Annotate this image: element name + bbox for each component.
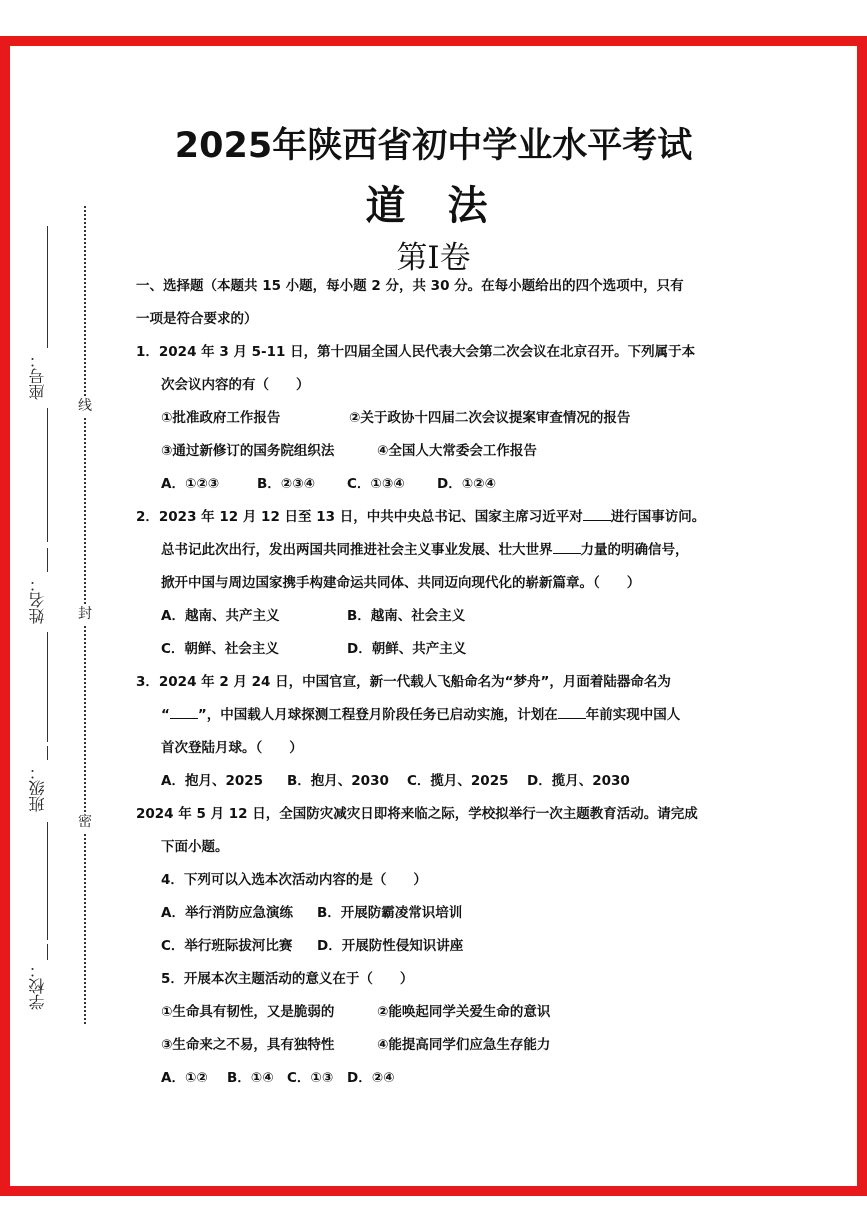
q1-statement-1: ①批准政府工作报告 — [161, 410, 281, 426]
name-field-line-top — [47, 548, 48, 572]
class-label: 班级： — [28, 764, 47, 812]
subject-title: 道 法 — [365, 183, 502, 229]
name-label: 姓名： — [28, 576, 47, 624]
q1-options — [136, 468, 736, 501]
q2-stem-part4: 力量的明确信号， — [580, 542, 689, 558]
q4-options-row1 — [136, 897, 736, 930]
q2-option-a: A．越南、共产主义 — [161, 608, 280, 624]
q3-stem-part1: “ — [161, 707, 170, 723]
q5-options — [136, 1062, 736, 1095]
q3-option-b: B．抱月、2030 — [287, 773, 389, 789]
q5-option-a: A．①② — [161, 1070, 208, 1086]
q3-stem-line2 — [136, 699, 736, 732]
q2-stem-line2 — [136, 534, 736, 567]
seat-field-line-lower — [47, 408, 48, 542]
q5-statement-3: ③生命来之不易，具有独特性 — [161, 1037, 335, 1053]
seat-field-line — [47, 226, 48, 348]
q5-option-c: C．①③ — [287, 1070, 334, 1086]
q5-option-b: B．①④ — [227, 1070, 274, 1086]
q3-option-c: C．揽月、2025 — [407, 773, 509, 789]
q3-stem-line1: 3．2024 年 2 月 24 日，中国官宣，新一代载人飞船命名为“梦舟”，月面着陆器命名为 — [136, 674, 671, 690]
q4-option-a: A．举行消防应急演练 — [161, 905, 293, 921]
q2-option-c: C．朝鲜、社会主义 — [161, 641, 279, 657]
seat-label: 座号： — [28, 352, 47, 400]
school-label: 学校： — [28, 962, 47, 1010]
q1-statements-row2 — [136, 435, 736, 468]
q5-statement-1: ①生命具有韧性，又是脆弱的 — [161, 1004, 335, 1020]
q1-option-b: B．②③④ — [257, 476, 316, 492]
seal-char-mi: 密 — [78, 814, 92, 830]
q2-stem-part2: 进行国事访问。 — [610, 509, 706, 525]
q5-statements-row1 — [136, 996, 736, 1029]
volume-title: 第Ⅰ卷 — [396, 240, 471, 276]
section-heading-line1: 一、选择题（本题共 15 小题，每小题 2 分，共 30 分。在每小题给出的四个选项中，只有 — [136, 278, 684, 294]
class-field-line-top — [47, 746, 48, 760]
q3-options — [136, 765, 736, 798]
q2-options-row1 — [136, 600, 736, 633]
question-content — [136, 270, 736, 1095]
q2-stem-part3: 总书记此次出行，发出两国共同推进社会主义事业发展、壮大世界 — [161, 542, 553, 558]
q1-option-d: D．①②④ — [437, 476, 496, 492]
seal-char-feng: 封 — [78, 606, 92, 622]
q4-option-c: C．举行班际拔河比赛 — [161, 938, 293, 954]
q1-statement-4: ④全国人大常委会工作报告 — [377, 443, 537, 459]
q3-stem-part3: 年前实现中国人 — [585, 707, 681, 723]
exam-title: 2025年陕西省初中学业水平考试 — [174, 126, 693, 166]
q3-blank-2 — [558, 704, 586, 719]
q2-options-row2 — [136, 633, 736, 666]
section-heading-line2: 一项是符合要求的） — [136, 311, 258, 327]
seal-char-xian: 线 — [78, 398, 92, 414]
q4-option-b: B．开展防霸凌常识培训 — [317, 905, 463, 921]
q5-statement-2: ②能唤起同学关爱生命的意识 — [377, 1004, 551, 1020]
q4-option-d: D．开展防性侵知识讲座 — [317, 938, 464, 954]
q2-option-b: B．越南、社会主义 — [347, 608, 466, 624]
q3-stem-part2: ”，中国载人月球探测工程登月阶段任务已启动实施，计划在 — [197, 707, 558, 723]
q1-statement-2: ②关于政协十四届二次会议提案审查情况的报告 — [349, 410, 631, 426]
q5-statements-row2 — [136, 1029, 736, 1062]
q5-option-d: D．②④ — [347, 1070, 395, 1086]
q4-options-row2 — [136, 930, 736, 963]
q2-stem-part1: 2．2023 年 12 月 12 日至 13 日，中共中央总书记、国家主席习近平对 — [136, 509, 583, 525]
class-field-line — [47, 822, 48, 940]
q2-stem-line1 — [136, 501, 736, 534]
q1-stem-line2: 次会议内容的有（ ） — [161, 377, 310, 393]
q3-option-a: A．抱月、2025 — [161, 773, 264, 789]
intro-line2: 下面小题。 — [161, 839, 229, 855]
q1-stem-line1: 1．2024 年 3 月 5-11 日，第十四届全国人民代表大会第二次会议在北京召开。下列属于本 — [136, 344, 696, 360]
q5-stem: 5．开展本次主题活动的意义在于（ ） — [161, 971, 414, 987]
q1-statements-row1 — [136, 402, 736, 435]
name-field-line — [47, 632, 48, 742]
q3-blank-1 — [170, 704, 198, 719]
q2-blank-1 — [583, 506, 611, 521]
q3-option-d: D．揽月、2030 — [527, 773, 630, 789]
q2-option-d: D．朝鲜、共产主义 — [347, 641, 467, 657]
q5-statement-4: ④能提高同学们应急生存能力 — [377, 1037, 551, 1053]
intro-line1: 2024 年 5 月 12 日，全国防灾减灾日即将来临之际，学校拟举行一次主题教育活动。请完成 — [136, 806, 698, 822]
q1-statement-3: ③通过新修订的国务院组织法 — [161, 443, 335, 459]
q3-stem-line3: 首次登陆月球。（ ） — [161, 740, 303, 756]
q1-option-c: C．①③④ — [347, 476, 405, 492]
school-field-line-top — [47, 944, 48, 960]
q1-option-a: A．①②③ — [161, 476, 220, 492]
q2-blank-2 — [553, 539, 581, 554]
q2-stem-line3: 掀开中国与周边国家携手构建命运共同体、共同迈向现代化的崭新篇章。（ ） — [161, 575, 641, 591]
q4-stem: 4．下列可以入选本次活动内容的是（ ） — [161, 872, 427, 888]
